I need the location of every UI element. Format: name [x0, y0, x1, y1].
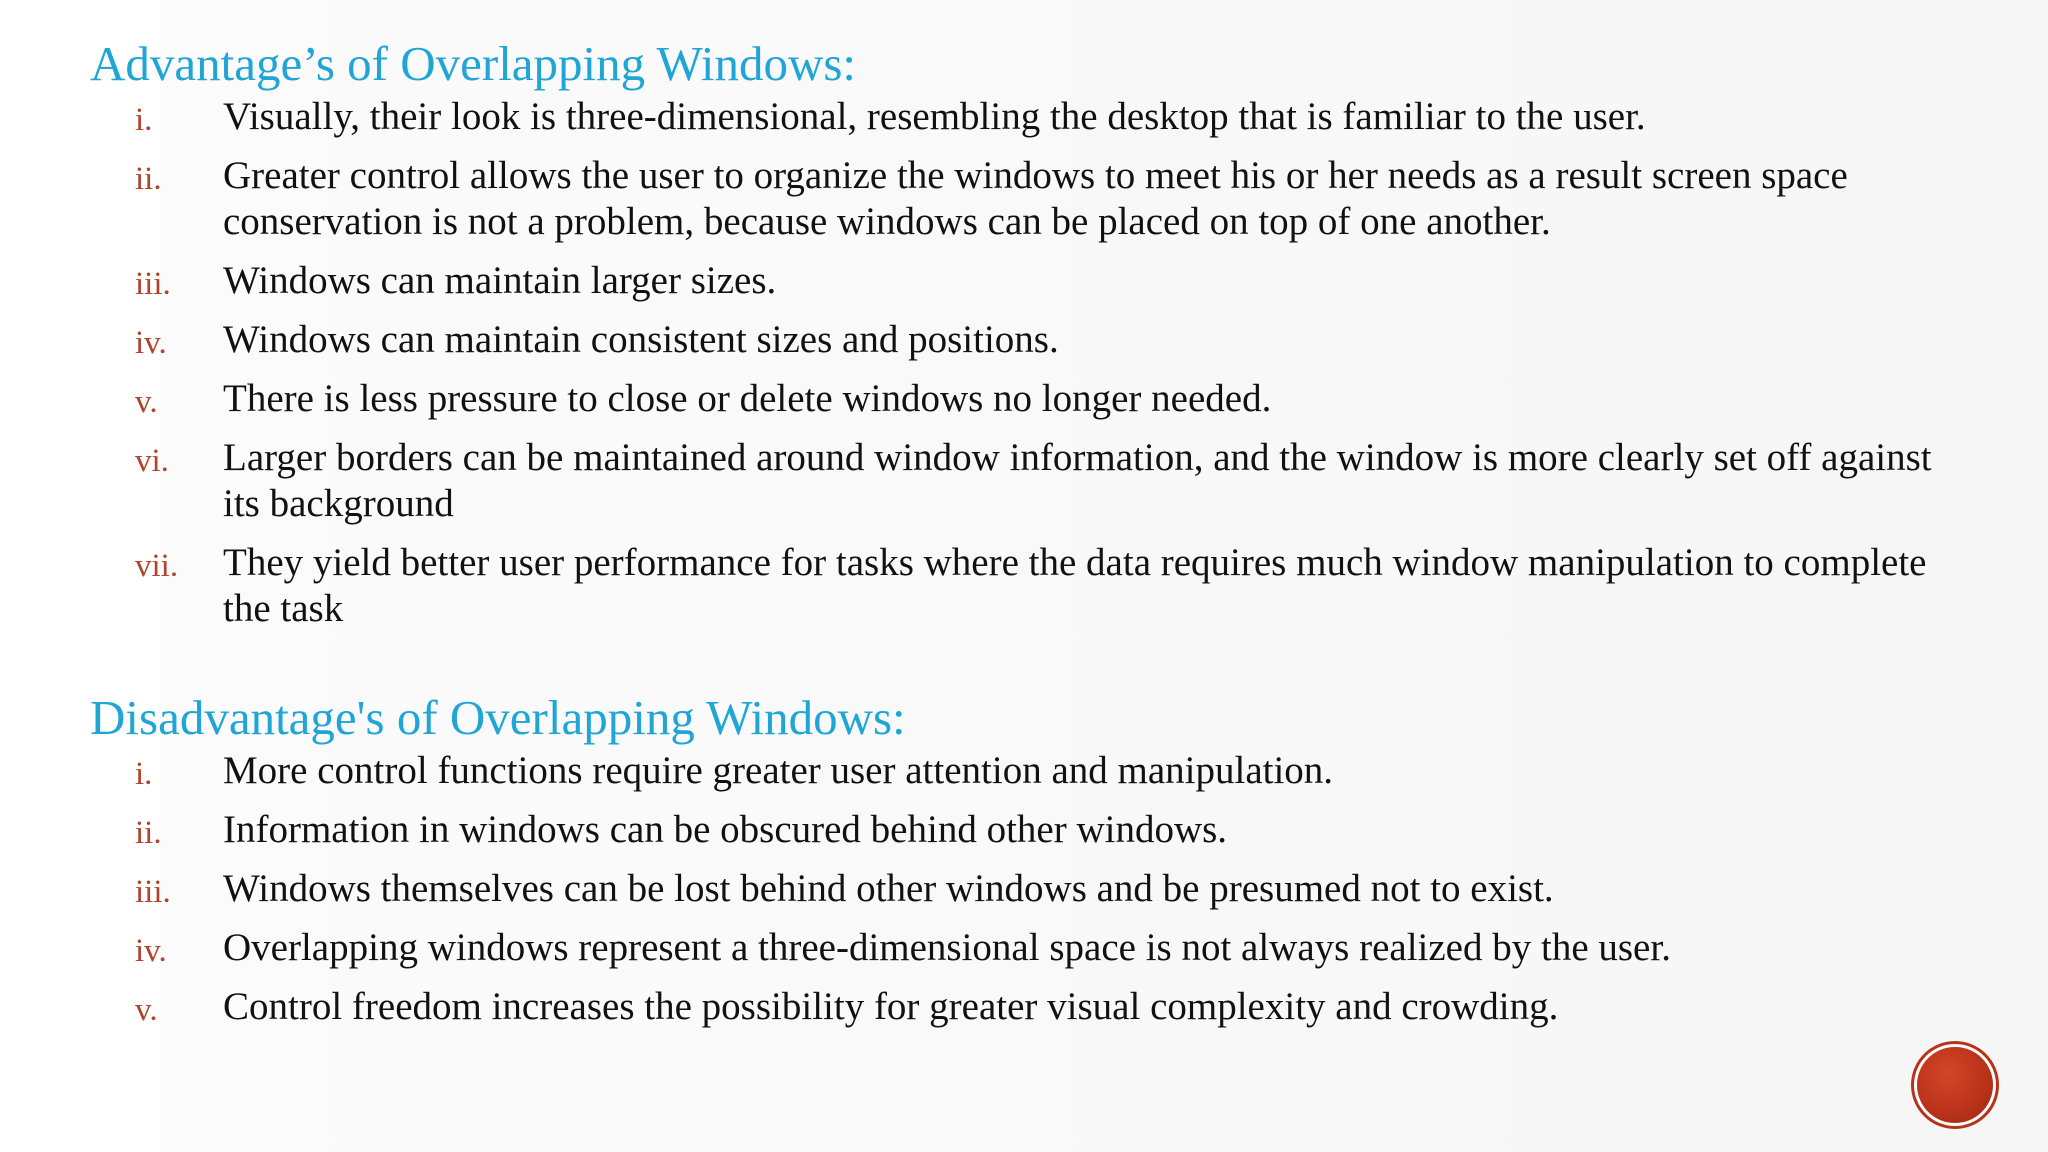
list-numeral: ii.: [135, 161, 162, 197]
list-numeral: iv.: [135, 325, 167, 361]
list-item: [90, 94, 1970, 140]
list-item: [90, 807, 1970, 853]
list-item-text: Larger borders can be maintained around window information, and the window is more clearly set off against its background: [223, 436, 1932, 525]
disadvantages-list: [90, 748, 1990, 1030]
list-numeral: i.: [135, 102, 153, 138]
list-numeral: iv.: [135, 933, 167, 969]
list-item-text: Visually, their look is three-dimensional, resembling the desktop that is familiar to the user.: [223, 95, 1646, 138]
list-numeral: v.: [135, 384, 158, 420]
list-item-text: More control functions require greater user attention and manipulation.: [223, 749, 1334, 792]
list-item-text: There is less pressure to close or delete windows no longer needed.: [223, 377, 1272, 420]
list-item: [90, 748, 1970, 794]
list-item: [90, 925, 1970, 971]
list-item-text: Control freedom increases the possibility for greater visual complexity and crowding.: [223, 985, 1559, 1028]
disadvantages-heading: Disadvantage's of Overlapping Windows:: [90, 690, 906, 745]
list-numeral: vii.: [135, 548, 179, 584]
list-item-text: Windows can maintain larger sizes.: [223, 259, 777, 302]
list-item: [90, 376, 1970, 422]
list-item-text: Overlapping windows represent a three-dimensional space is not always realized by the user.: [223, 926, 1671, 969]
list-item: [90, 153, 1970, 245]
list-item-text: Windows themselves can be lost behind other windows and be presumed not to exist.: [223, 867, 1554, 910]
list-item-text: Windows can maintain consistent sizes and positions.: [223, 318, 1059, 361]
list-item: [90, 866, 1970, 912]
list-item: [90, 317, 1970, 363]
list-numeral: ii.: [135, 815, 162, 851]
list-numeral: iii.: [135, 874, 171, 910]
list-numeral: iii.: [135, 266, 171, 302]
list-numeral: i.: [135, 756, 153, 792]
list-item: [90, 258, 1970, 304]
list-item: [90, 435, 1970, 527]
slide-content: [90, 34, 1990, 1043]
red-circle-badge-icon: [1917, 1047, 1993, 1123]
list-numeral: v.: [135, 992, 158, 1028]
list-numeral: vi.: [135, 443, 169, 479]
list-item: [90, 984, 1970, 1030]
advantages-heading: Advantage’s of Overlapping Windows:: [90, 36, 857, 91]
advantages-list: [90, 94, 1990, 632]
list-item-text: They yield better user performance for tasks where the data requires much window manipulation to complete the task: [223, 541, 1927, 630]
list-item-text: Greater control allows the user to organize the windows to meet his or her needs as a result screen space conservation is not a problem, because windows can be placed on top of one another.: [223, 154, 1848, 243]
list-item-text: Information in windows can be obscured behind other windows.: [223, 808, 1228, 851]
list-item: [90, 540, 1970, 632]
